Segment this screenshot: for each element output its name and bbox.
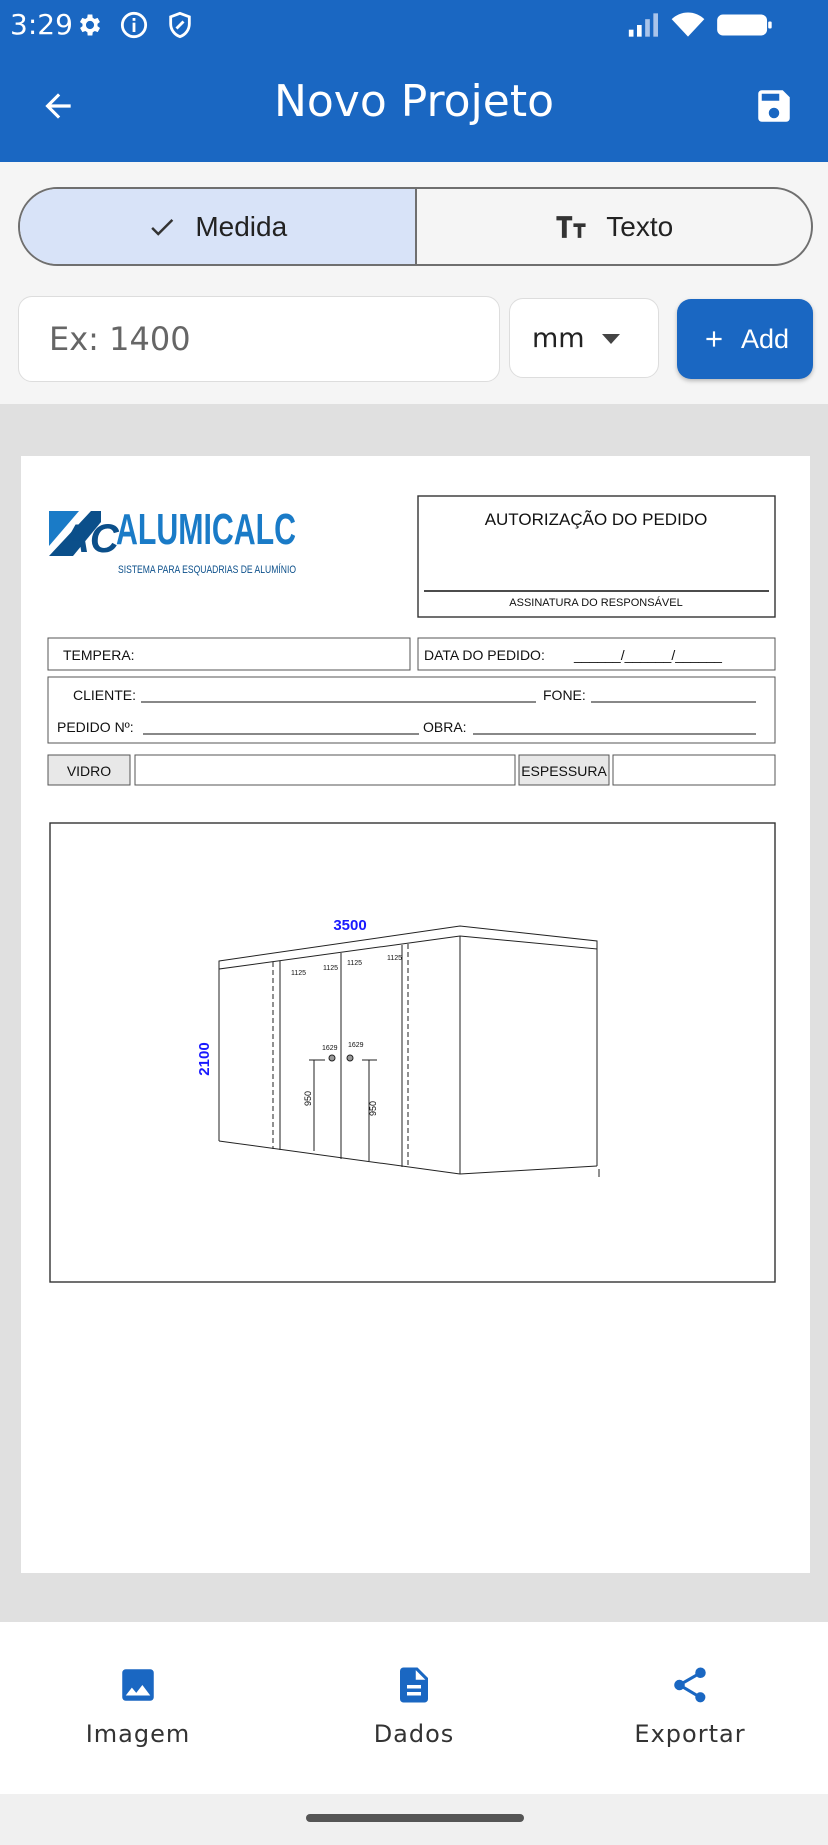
panel-label: 1125 <box>347 960 363 967</box>
app-bar <box>0 50 828 162</box>
order-number-label: PEDIDO Nº: <box>57 719 134 735</box>
status-bar <box>0 0 828 50</box>
wifi-icon <box>670 11 706 39</box>
measure-input[interactable] <box>18 296 500 382</box>
tab-medida[interactable] <box>20 189 417 264</box>
signature-label: ASSINATURA DO RESPONSÁVEL <box>509 597 683 609</box>
tab-medida-label: Medida <box>195 210 288 242</box>
width-dimension: 3500 <box>333 917 367 934</box>
unit-dropdown[interactable] <box>509 298 659 378</box>
height-dimension: 2100 <box>196 1042 213 1076</box>
handle-height-label: 950 <box>368 1100 378 1116</box>
home-indicator[interactable] <box>306 1814 524 1822</box>
glass-label: VIDRO <box>66 763 112 779</box>
share-icon <box>669 1664 711 1706</box>
mode-toggle <box>18 187 813 266</box>
check-icon <box>147 212 177 242</box>
settings-icon <box>76 11 104 39</box>
nav-imagem-label: Imagem <box>85 1720 191 1748</box>
add-button[interactable] <box>677 299 813 379</box>
measure-input-row <box>18 296 813 382</box>
status-time: 3:29 <box>10 8 73 41</box>
document-icon <box>393 1664 435 1706</box>
work-label: OBRA: <box>423 719 467 735</box>
shower-drawing <box>219 926 599 1177</box>
text-fields-icon <box>554 212 588 242</box>
tab-texto[interactable] <box>417 189 812 264</box>
gesture-bar <box>0 1794 828 1845</box>
info-icon <box>120 11 148 39</box>
handle-height-label: 950 <box>303 1090 313 1106</box>
logo-mark: AC <box>61 517 119 561</box>
unit-value: mm <box>532 322 585 354</box>
alumicalc-logo <box>49 505 347 576</box>
handle-label: 1629 <box>348 1042 364 1049</box>
tempera-label: TEMPERA: <box>63 647 135 663</box>
order-form <box>21 456 810 1573</box>
battery-icon <box>716 11 774 39</box>
order-date-blank: ______/______/______ <box>574 647 722 663</box>
nav-dados[interactable] <box>276 1622 552 1794</box>
chevron-down-icon <box>602 334 620 344</box>
bottom-nav <box>0 1622 828 1794</box>
canvas-area <box>0 404 828 1622</box>
page-title: Novo Projeto <box>273 76 555 127</box>
panel-label: 1125 <box>291 970 307 977</box>
save-button[interactable] <box>746 80 802 132</box>
nav-dados-label: Dados <box>373 1720 455 1748</box>
tab-texto-label: Texto <box>606 210 674 242</box>
phone-label: FONE: <box>543 687 586 703</box>
nav-exportar[interactable] <box>552 1622 828 1794</box>
shield-icon <box>166 11 194 39</box>
image-icon <box>117 1664 159 1706</box>
panel-label: 1125 <box>323 965 339 972</box>
save-icon <box>753 85 795 127</box>
order-date-label: DATA DO PEDIDO: <box>424 647 545 663</box>
nav-exportar-label: Exportar <box>634 1720 746 1748</box>
project-document[interactable] <box>21 456 810 1573</box>
authorization-title: AUTORIZAÇÃO DO PEDIDO <box>484 510 708 529</box>
logo-subtitle: SISTEMA PARA ESQUADRIAS DE ALUMÍNIO <box>118 564 347 576</box>
add-button-label: Add <box>740 323 790 354</box>
nav-imagem[interactable] <box>0 1622 276 1794</box>
handle-label: 1629 <box>322 1045 338 1052</box>
panel-label: 1125 <box>387 955 403 962</box>
thickness-label: ESPESSURA <box>521 763 607 779</box>
client-label: CLIENTE: <box>73 687 137 703</box>
logo-text: ALUMICALC <box>116 505 296 554</box>
signal-icon <box>626 11 662 39</box>
plus-icon <box>701 326 727 352</box>
